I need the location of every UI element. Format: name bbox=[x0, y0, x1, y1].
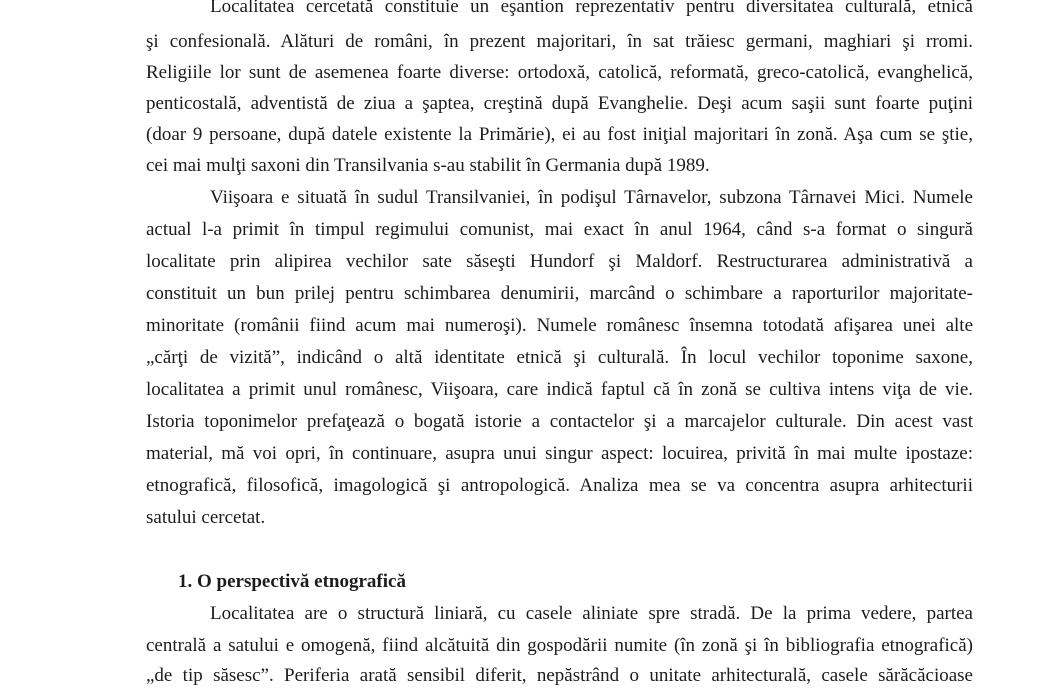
paragraph-2-line-4: constituit un bun prilej pentru schimbarea denumirii, marcând o schimbare a raporturilor majoritate- bbox=[146, 283, 973, 304]
paragraph-2-line-2: actual l-a primit în timpul regimului comunist, mai exact în anul 1964, când s-a format o singură bbox=[146, 219, 973, 240]
paragraph-1-line-3: Religiile lor sunt de asemenea foarte diverse: ortodoxă, catolică, reformată, greco-catolică, evanghelică, bbox=[146, 62, 973, 83]
paragraph-2-line-1: Viişoara e situată în sudul Transilvaniei, în podişul Târnavelor, subzona Târnavei Mici. Numele bbox=[210, 187, 973, 208]
paragraph-1-line-5: (doar 9 persoane, după datele existente la Primărie), ei au fost iniţial majoritari în zonă. Aşa cum se ştie, bbox=[146, 124, 973, 145]
paragraph-2-line-8: Istoria toponimelor prefaţează o bogată istorie a contactelor şi a marcajelor culturale. Din acest vast bbox=[146, 411, 973, 432]
paragraph-2-line-11: satului cercetat. bbox=[146, 507, 266, 528]
paragraph-1-line-6: cei mai mulţi saxoni din Transilvania s-au stabilit în Germania după 1989. bbox=[146, 155, 710, 176]
paragraph-3-line-1: Localitatea are o structură liniară, cu casele aliniate spre stradă. De la prima vedere, partea bbox=[210, 603, 973, 624]
section-heading: 1. O perspectivă etnografică bbox=[178, 571, 406, 592]
paragraph-2-line-3: localitate prin alipirea vechilor sate săseşti Hundorf şi Maldorf. Restructurarea administrativă a bbox=[146, 251, 973, 272]
paragraph-3-line-3: „de tip săsesc”. Periferia arată sensibil diferit, nepăstrând o unitate arhitecturală, casele sărăcăcioase bbox=[146, 665, 973, 686]
paragraph-1-line-2: şi confesională. Alături de români, în prezent majoritari, în sat trăiesc germani, maghiari şi rromi. bbox=[146, 31, 973, 52]
paragraph-2-line-5: minoritate (românii fiind acum mai numeroşi). Numele românesc însemna totodată afişarea unei alte bbox=[146, 315, 973, 336]
paragraph-1-line-1: Localitatea cercetată constituie un eşantion reprezentativ pentru diversitatea culturală, etnică bbox=[210, 0, 973, 17]
paragraph-2-line-9: material, mă voi opri, în continuare, asupra unui singur aspect: locuirea, privită în mai multe ipostaze: bbox=[146, 443, 973, 464]
paragraph-3-line-2: centrală a satului e omogenă, fiind alcătuită din gospodării numite (în zonă şi în bibliografia etnografică) bbox=[146, 635, 973, 656]
paragraph-2-line-6: „cărţi de vizită”, indicând o altă identitate etnică şi culturală. În locul vechilor toponime saxone, bbox=[146, 347, 973, 368]
paragraph-2-line-10: etnografică, filosofică, imagologică şi antropologică. Analiza mea se va concentra asupra arhitecturii bbox=[146, 475, 973, 496]
paragraph-2-line-7: localitatea a primit unul românesc, Viişoara, care indică faptul că în zonă se cultiva intens viţa de vie. bbox=[146, 379, 973, 400]
paragraph-1-line-4: penticostală, adventistă de ziua a şaptea, creştină după Evanghelie. Deşi acum saşii sunt foarte puţini bbox=[146, 93, 973, 114]
